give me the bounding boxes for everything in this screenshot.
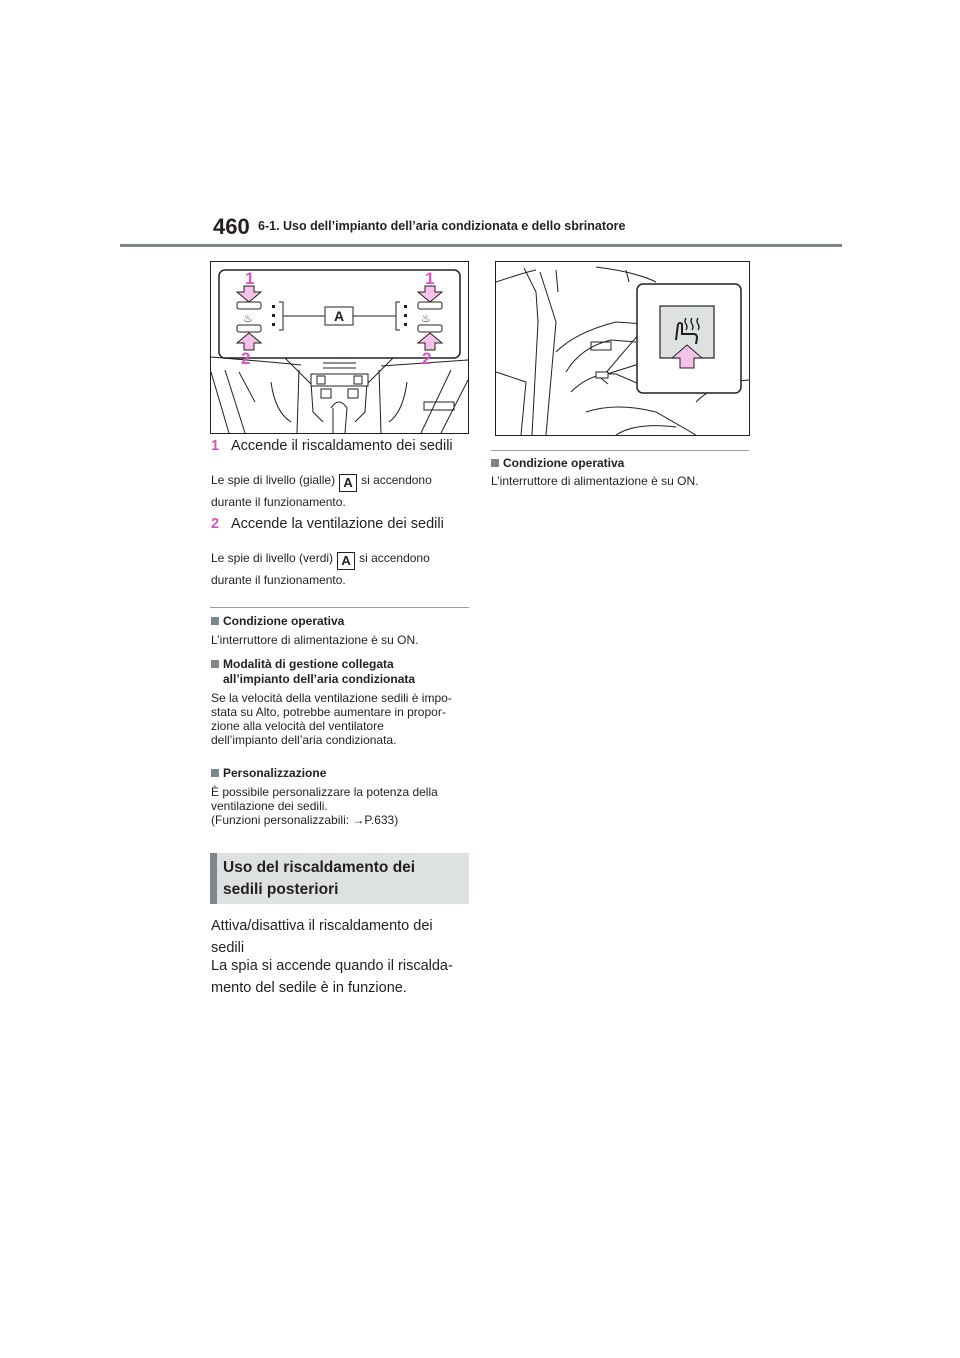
running-title: 6-1. Uso dell’impianto dell’aria condizionata e dello sbrinatore [258, 219, 626, 233]
body-modalita: Se la velocità della ventilazione sedili è impo- stata su Alto, potrebbe aumentare in propor- zione alla velocità del ventilatore dell’impianto dell’aria condizionata. [211, 691, 452, 747]
step-1-note [211, 470, 432, 513]
step-2-note [211, 548, 430, 591]
step-2-note-text-after: si accendono [359, 551, 430, 565]
rear-seat-switch-figure [495, 261, 750, 436]
rear-text-1: Attiva/disattiva il riscaldamento dei sedili [211, 918, 433, 956]
step-1-note-line2: durante il funzionamento. [211, 495, 346, 509]
square-bullet-icon [491, 459, 499, 467]
front-seat-switch-figure [210, 261, 469, 434]
square-bullet-icon [211, 617, 219, 625]
body-condizione: L’interruttore di alimentazione è su ON. [211, 633, 419, 647]
step-1 [211, 438, 453, 454]
callout-1-left: 1 [245, 269, 255, 288]
step-1-text: Accende il riscaldamento dei sedili [231, 438, 453, 454]
step-2-text: Accende la ventilazione dei sedili [231, 516, 444, 532]
sub-heading-condizione-right: Condizione operativa [491, 456, 624, 471]
square-bullet-icon [211, 769, 219, 777]
svg-text:♨: ♨ [421, 312, 431, 325]
svg-text:♨: ♨ [243, 312, 253, 325]
indicator-a-icon: A [337, 552, 355, 570]
page-number: 460 [213, 214, 250, 239]
step-1-number: 1 [211, 438, 220, 454]
callout-2-left: 2 [241, 349, 251, 368]
step-2-note-text: Le spie di livello (verdi) [211, 551, 334, 565]
sub-heading-modalita: Modalità di gestione collegata all’impianto dell’aria condizionata [211, 657, 415, 687]
body-condizione-right: L’interruttore di alimentazione è su ON. [491, 474, 699, 488]
section-heading-rear-seats: Uso del riscaldamento dei sedili posteriori [210, 853, 469, 904]
section-divider-right [491, 450, 749, 451]
callout-2-right: 2 [422, 349, 432, 368]
callout-1-right: 1 [425, 269, 435, 288]
step-1-note-text: Le spie di livello (gialle) [211, 473, 336, 487]
rear-text-2: La spia si accende quando il riscalda- mento del sedile è in funzione. [211, 958, 453, 996]
indicator-a-icon: A [339, 474, 357, 492]
section-divider [210, 607, 469, 608]
step-1-note-text-after: si accendono [361, 473, 432, 487]
step-2-number: 2 [211, 516, 220, 532]
sub-heading-condizione: Condizione operativa [211, 614, 344, 629]
step-2-note-line2: durante il funzionamento. [211, 573, 346, 587]
header-rule [120, 244, 842, 247]
square-bullet-icon [211, 660, 219, 668]
body-personalizzazione: È possibile personalizzare la potenza della ventilazione dei sedili. (Funzioni personalizzabili: →P.633) [211, 785, 438, 827]
step-2 [211, 516, 444, 532]
sub-heading-personalizzazione: Personalizzazione [211, 766, 326, 781]
label-a: A [333, 308, 345, 324]
